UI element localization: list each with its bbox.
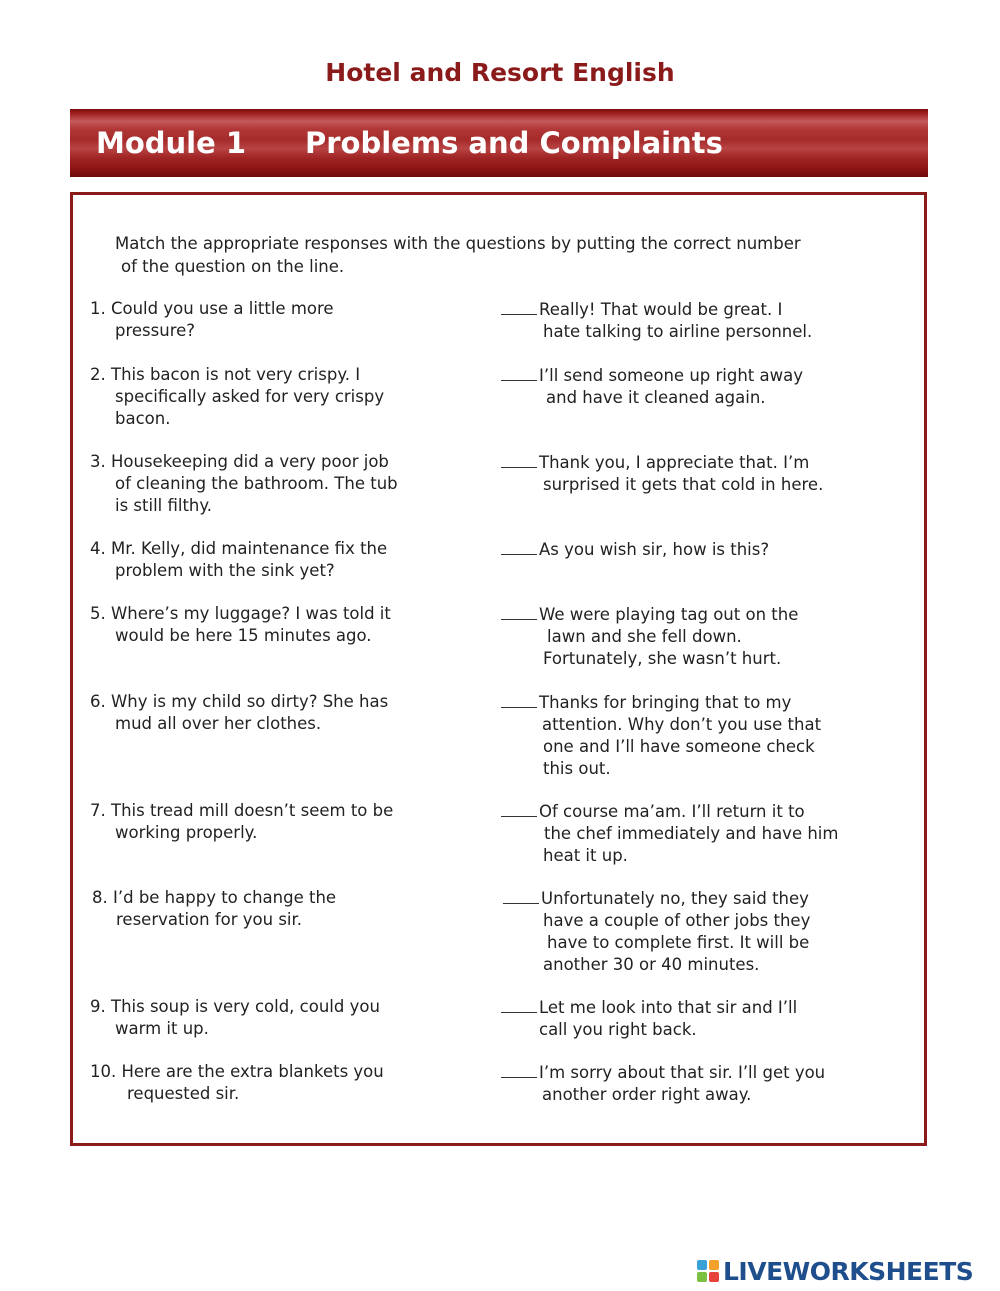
question-text: is still filthy. [115,496,213,515]
question-text: problem with the sink yet? [115,561,335,580]
question-text: of cleaning the bathroom. The tub [115,474,398,493]
module-banner [70,109,928,177]
response-text: As you wish sir, how is this? [539,540,770,559]
question-text: 1. Could you use a little more [90,299,334,318]
response-text: Unfortunately no, they said they [541,889,809,908]
response-text: another 30 or 40 minutes. [543,955,760,974]
question-text: 6. Why is my child so dirty? She has [90,692,389,711]
question-text: 3. Housekeeping did a very poor job [90,452,389,471]
response-text: call you right back. [539,1020,697,1039]
logo-square [697,1272,707,1282]
module-topic: Problems and Complaints [305,126,723,160]
response-text: Fortunately, she wasn’t hurt. [543,649,782,668]
question-4 [90,538,440,582]
logo-text: LIVEWORKSHEETS [723,1256,974,1286]
question-text: reservation for you sir. [116,910,303,929]
question-9 [90,996,440,1040]
question-3 [90,451,440,517]
response-3 [501,451,871,496]
question-text: requested sir. [127,1084,240,1103]
liveworksheets-logo-icon [697,1260,719,1282]
response-text: Let me look into that sir and I’ll [539,998,798,1017]
response-text: have a couple of other jobs they [543,911,811,930]
question-text: 2. This bacon is not very crispy. I [90,365,361,384]
response-text: Thanks for bringing that to my [539,693,792,712]
response-text: and have it cleaned again. [546,388,766,407]
question-text: specifically asked for very crispy [115,387,385,406]
response-text: Thank you, I appreciate that. I’m [539,453,810,472]
response-7 [501,800,871,867]
response-text: I’ll send someone up right away [539,366,803,385]
module-number: Module 1 [96,126,247,160]
response-6 [501,691,871,780]
answer-blank[interactable] [501,451,537,468]
question-text: 9. This soup is very cold, could you [90,997,380,1016]
answer-blank[interactable] [501,364,537,381]
response-text: another order right away. [542,1085,752,1104]
question-text: 10. Here are the extra blankets you [90,1062,384,1081]
answer-blank[interactable] [501,1061,537,1078]
response-text: one and I’ll have someone check [543,737,815,756]
answer-blank[interactable] [501,298,537,315]
question-text: 8. I’d be happy to change the [92,888,337,907]
question-8 [92,887,442,931]
question-text: 7. This tread mill doesn’t seem to be [90,801,394,820]
question-text: 4. Mr. Kelly, did maintenance fix the [90,539,388,558]
instructions-line: of the question on the line. [121,257,345,276]
instructions-line: Match the appropriate responses with the questions by putting the correct number [115,234,801,253]
logo-square [697,1260,707,1270]
response-text: surprised it gets that cold in here. [543,475,824,494]
answer-blank[interactable] [501,996,537,1013]
liveworksheets-logo[interactable] [697,1256,973,1286]
answer-blank[interactable] [503,887,539,904]
response-text: Really! That would be great. I [539,300,783,319]
response-5 [501,603,871,670]
question-text: mud all over her clothes. [115,714,322,733]
response-10 [501,1061,871,1106]
question-text: would be here 15 minutes ago. [115,626,372,645]
question-text: warm it up. [115,1019,209,1038]
response-8 [503,887,873,976]
response-1 [501,298,871,343]
question-2 [90,364,440,430]
answer-blank[interactable] [501,691,537,708]
response-text: attention. Why don’t you use that [542,715,822,734]
question-7 [90,800,440,844]
logo-square [709,1272,719,1282]
response-text: I’m sorry about that sir. I’ll get you [539,1063,826,1082]
response-4 [501,538,871,561]
worksheet-title: Hotel and Resort English [325,58,675,87]
question-text: bacon. [115,409,171,428]
logo-square [709,1260,719,1270]
question-text: pressure? [115,321,196,340]
question-6 [90,691,440,735]
answer-blank[interactable] [501,603,537,620]
answer-blank[interactable] [501,538,537,555]
response-text: hate talking to airline personnel. [543,322,813,341]
response-9 [501,996,871,1041]
question-text: working properly. [115,823,258,842]
response-text: this out. [543,759,611,778]
instructions [115,232,905,278]
question-10 [90,1061,440,1105]
response-text: Of course ma’am. I’ll return it to [539,802,805,821]
response-text: lawn and she fell down. [547,627,742,646]
question-5 [90,603,440,647]
response-text: the chef immediately and have him [544,824,839,843]
question-1 [90,298,440,342]
response-text: have to complete first. It will be [547,933,810,952]
answer-blank[interactable] [501,800,537,817]
response-text: heat it up. [543,846,628,865]
response-2 [501,364,871,409]
question-text: 5. Where’s my luggage? I was told it [90,604,391,623]
response-text: We were playing tag out on the [539,605,799,624]
